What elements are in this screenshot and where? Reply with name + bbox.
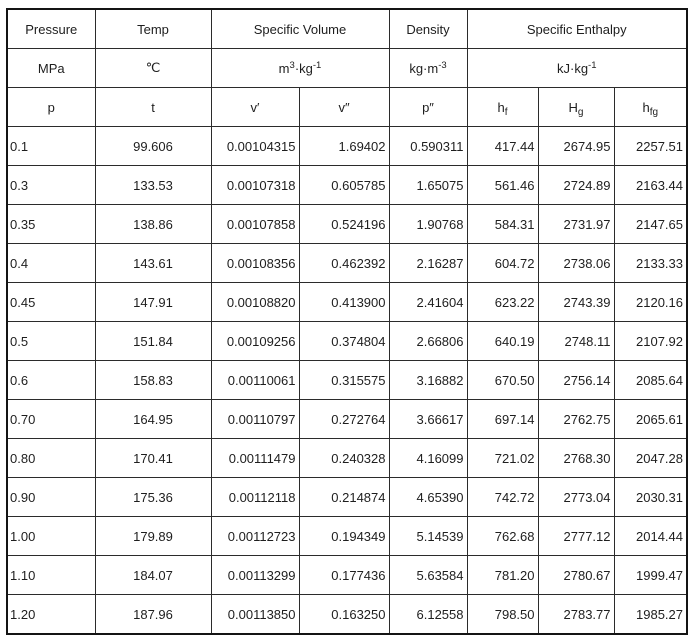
column-symbol-v-double-prime: [299, 88, 389, 127]
cell-pressure: 0.70: [7, 400, 95, 439]
cell-h-g: 2738.06: [538, 244, 614, 283]
table-row: [7, 244, 687, 283]
cell-v-prime: 0.00111479: [211, 439, 299, 478]
table-row: [7, 595, 687, 635]
unit-text: p″: [422, 99, 434, 115]
cell-density: 4.16099: [389, 439, 467, 478]
cell-v-double-prime: 0.413900: [299, 283, 389, 322]
table-row: [7, 283, 687, 322]
cell-h-fg: 2133.33: [614, 244, 687, 283]
table-row: [7, 127, 687, 166]
cell-v-prime: 0.00110061: [211, 361, 299, 400]
cell-h-g: 2783.77: [538, 595, 614, 635]
header-row-symbols: [7, 88, 687, 127]
unit-sub-text: fg: [649, 106, 659, 118]
cell-pressure: 1.00: [7, 517, 95, 556]
unit-text: h: [642, 99, 650, 115]
cell-temp: 151.84: [95, 322, 211, 361]
cell-h-g: 2773.04: [538, 478, 614, 517]
cell-temp: 147.91: [95, 283, 211, 322]
cell-v-double-prime: 1.69402: [299, 127, 389, 166]
cell-pressure: 0.6: [7, 361, 95, 400]
cell-temp: 133.53: [95, 166, 211, 205]
cell-v-prime: 0.00108356: [211, 244, 299, 283]
unit-text: kg·m: [409, 60, 439, 76]
cell-h-f: 781.20: [467, 556, 538, 595]
cell-pressure: 1.20: [7, 595, 95, 635]
cell-h-g: 2748.11: [538, 322, 614, 361]
cell-pressure: 0.5: [7, 322, 95, 361]
cell-h-fg: 2147.65: [614, 205, 687, 244]
table-row: [7, 556, 687, 595]
cell-h-g: 2780.67: [538, 556, 614, 595]
cell-h-fg: 2030.31: [614, 478, 687, 517]
cell-h-fg: 2120.16: [614, 283, 687, 322]
cell-h-g: 2674.95: [538, 127, 614, 166]
cell-h-g: 2756.14: [538, 361, 614, 400]
table-row: [7, 205, 687, 244]
cell-v-double-prime: 0.177436: [299, 556, 389, 595]
cell-h-fg: 2014.44: [614, 517, 687, 556]
cell-h-f: 604.72: [467, 244, 538, 283]
cell-temp: 158.83: [95, 361, 211, 400]
cell-pressure: 0.80: [7, 439, 95, 478]
table-row: [7, 361, 687, 400]
saturated-steam-table: [6, 8, 688, 635]
header-row-groups: [7, 9, 687, 49]
cell-h-g: 2731.97: [538, 205, 614, 244]
cell-temp: 99.606: [95, 127, 211, 166]
table-row: [7, 400, 687, 439]
cell-h-g: 2777.12: [538, 517, 614, 556]
cell-pressure: 0.35: [7, 205, 95, 244]
cell-v-prime: 0.00112118: [211, 478, 299, 517]
column-group-header: Pressure: [7, 9, 95, 49]
cell-v-prime: 0.00113850: [211, 595, 299, 635]
cell-h-g: 2768.30: [538, 439, 614, 478]
cell-h-g: 2724.89: [538, 166, 614, 205]
cell-h-g: 2743.39: [538, 283, 614, 322]
header-row-units: [7, 49, 687, 88]
cell-h-f: 721.02: [467, 439, 538, 478]
cell-v-prime: 0.00112723: [211, 517, 299, 556]
cell-h-fg: 1985.27: [614, 595, 687, 635]
cell-h-f: 417.44: [467, 127, 538, 166]
table-row: [7, 517, 687, 556]
cell-temp: 184.07: [95, 556, 211, 595]
cell-v-double-prime: 0.315575: [299, 361, 389, 400]
cell-temp: 179.89: [95, 517, 211, 556]
table-row: [7, 439, 687, 478]
cell-h-fg: 2107.92: [614, 322, 687, 361]
unit-sup-text: -1: [588, 59, 597, 71]
unit-text: m: [278, 60, 290, 76]
column-symbol-h-fg: [614, 88, 687, 127]
column-symbol-h-f: [467, 88, 538, 127]
unit-text: p: [47, 99, 55, 115]
unit-sup-text: -3: [438, 59, 447, 71]
column-symbol-v-prime: [211, 88, 299, 127]
unit-sub-text: f: [504, 106, 508, 118]
cell-v-double-prime: 0.240328: [299, 439, 389, 478]
unit-text: h: [497, 99, 505, 115]
cell-h-fg: 1999.47: [614, 556, 687, 595]
cell-v-double-prime: 0.214874: [299, 478, 389, 517]
cell-pressure: 0.1: [7, 127, 95, 166]
unit-text: H: [568, 99, 578, 115]
column-group-header: Specific Enthalpy: [467, 9, 687, 49]
unit-text: v″: [338, 99, 350, 115]
cell-pressure: 0.4: [7, 244, 95, 283]
cell-h-f: 670.50: [467, 361, 538, 400]
column-unit-header: [467, 49, 687, 88]
cell-v-prime: 0.00107318: [211, 166, 299, 205]
cell-v-double-prime: 0.462392: [299, 244, 389, 283]
cell-density: 4.65390: [389, 478, 467, 517]
cell-h-fg: 2065.61: [614, 400, 687, 439]
table-row: [7, 478, 687, 517]
unit-text: ℃: [145, 60, 161, 75]
cell-pressure: 0.45: [7, 283, 95, 322]
cell-v-double-prime: 0.605785: [299, 166, 389, 205]
column-group-header: Density: [389, 9, 467, 49]
cell-h-f: 561.46: [467, 166, 538, 205]
table-row: [7, 166, 687, 205]
unit-sup-text: 3: [289, 59, 295, 71]
column-symbol-temp: [95, 88, 211, 127]
unit-text: kJ·kg: [556, 60, 589, 76]
cell-density: 1.90768: [389, 205, 467, 244]
cell-density: 5.63584: [389, 556, 467, 595]
cell-h-f: 697.14: [467, 400, 538, 439]
cell-density: 5.14539: [389, 517, 467, 556]
column-symbol-pressure: [7, 88, 95, 127]
cell-density: 2.41604: [389, 283, 467, 322]
cell-v-prime: 0.00104315: [211, 127, 299, 166]
cell-temp: 187.96: [95, 595, 211, 635]
cell-pressure: 0.3: [7, 166, 95, 205]
cell-v-prime: 0.00113299: [211, 556, 299, 595]
cell-v-prime: 0.00110797: [211, 400, 299, 439]
unit-text: v′: [250, 99, 260, 115]
cell-h-f: 640.19: [467, 322, 538, 361]
cell-density: 3.16882: [389, 361, 467, 400]
cell-pressure: 1.10: [7, 556, 95, 595]
unit-text: ·kg: [294, 60, 313, 76]
cell-density: 2.66806: [389, 322, 467, 361]
cell-density: 6.12558: [389, 595, 467, 635]
table-row: [7, 322, 687, 361]
column-unit-header: [7, 49, 95, 88]
cell-density: 2.16287: [389, 244, 467, 283]
cell-v-double-prime: 0.272764: [299, 400, 389, 439]
cell-density: 0.590311: [389, 127, 467, 166]
cell-density: 3.66617: [389, 400, 467, 439]
cell-h-f: 798.50: [467, 595, 538, 635]
cell-h-fg: 2163.44: [614, 166, 687, 205]
cell-temp: 143.61: [95, 244, 211, 283]
cell-v-double-prime: 0.374804: [299, 322, 389, 361]
cell-density: 1.65075: [389, 166, 467, 205]
cell-h-f: 742.72: [467, 478, 538, 517]
cell-v-prime: 0.00107858: [211, 205, 299, 244]
column-unit-header: [95, 49, 211, 88]
column-group-header: Specific Volume: [211, 9, 389, 49]
cell-temp: 170.41: [95, 439, 211, 478]
cell-v-double-prime: 0.524196: [299, 205, 389, 244]
column-group-header: Temp: [95, 9, 211, 49]
steam-table-page: [6, 8, 688, 635]
unit-text: MPa: [37, 60, 65, 76]
cell-h-f: 584.31: [467, 205, 538, 244]
cell-temp: 138.86: [95, 205, 211, 244]
cell-v-prime: 0.00108820: [211, 283, 299, 322]
cell-pressure: 0.90: [7, 478, 95, 517]
cell-v-prime: 0.00109256: [211, 322, 299, 361]
column-unit-header: [389, 49, 467, 88]
unit-text: t: [151, 99, 155, 115]
cell-h-fg: 2047.28: [614, 439, 687, 478]
column-symbol-h-g: [538, 88, 614, 127]
cell-h-fg: 2085.64: [614, 361, 687, 400]
column-unit-header: [211, 49, 389, 88]
cell-temp: 164.95: [95, 400, 211, 439]
column-symbol-density: [389, 88, 467, 127]
cell-h-g: 2762.75: [538, 400, 614, 439]
cell-h-fg: 2257.51: [614, 127, 687, 166]
cell-temp: 175.36: [95, 478, 211, 517]
cell-v-double-prime: 0.163250: [299, 595, 389, 635]
unit-sup-text: -1: [312, 59, 322, 71]
cell-v-double-prime: 0.194349: [299, 517, 389, 556]
cell-h-f: 762.68: [467, 517, 538, 556]
unit-sub-text: g: [577, 106, 584, 118]
cell-h-f: 623.22: [467, 283, 538, 322]
